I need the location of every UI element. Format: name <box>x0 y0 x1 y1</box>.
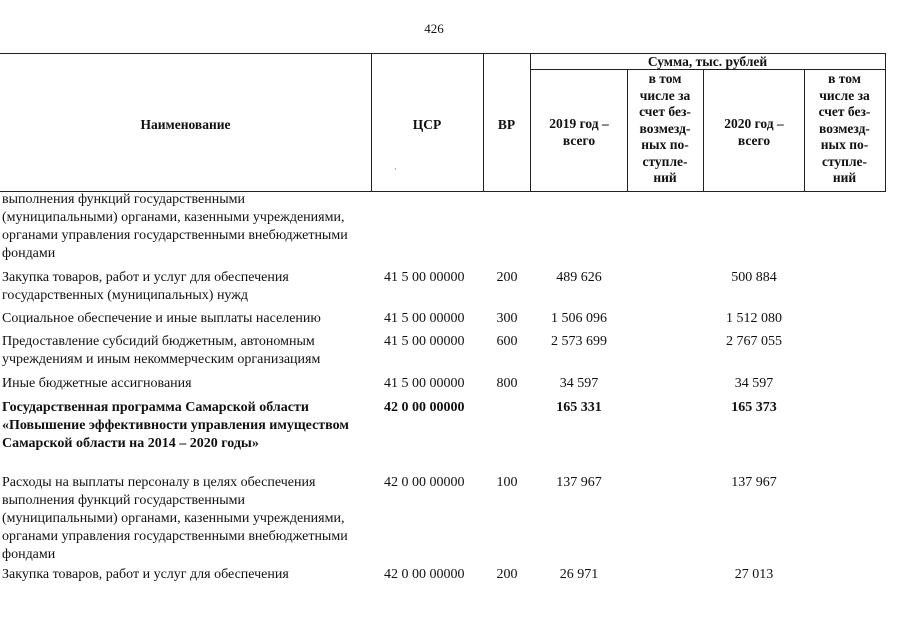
row-vr: 200 <box>496 270 518 285</box>
row-csr: 42 0 00 00000 <box>384 567 465 582</box>
row-2019-total: 2 573 699 <box>551 334 607 349</box>
header-2019-grants-line: ных по- <box>641 137 689 152</box>
header-2020-grants-line: счет без- <box>818 104 871 119</box>
row-csr: 42 0 00 00000 <box>384 400 465 415</box>
header-2019-grants-line: ний <box>653 170 677 185</box>
row-2020-total: 27 013 <box>734 567 774 582</box>
row-vr: 200 <box>496 567 518 582</box>
row-csr: 41 5 00 00000 <box>384 334 465 349</box>
header-2019-grants-line: числе за <box>639 87 691 103</box>
row-vr: 600 <box>496 334 518 349</box>
header-vr: ВР <box>497 117 516 132</box>
header-2020-total: 2020 год – всего <box>724 116 784 148</box>
row-csr: 41 5 00 00000 <box>384 376 465 391</box>
row-2019-total: 1 506 096 <box>551 311 607 326</box>
header-csr: ЦСР <box>412 117 442 132</box>
header-2020-grants-line: в том <box>828 71 861 86</box>
row-2019-total: 137 967 <box>556 475 602 490</box>
scan-mark: · <box>394 164 397 174</box>
page-number: 426 <box>424 21 444 36</box>
row-name: Государственная программа Самарской области «Повышение эффективности управления имуществом Самарской области на 2014 – 2020 годы» <box>2 400 349 451</box>
row-vr: 800 <box>496 376 518 391</box>
header-2020-grants-line: возмезд- <box>819 120 870 136</box>
row-vr: 100 <box>496 475 518 490</box>
row-2019-total: 34 597 <box>559 376 599 391</box>
header-2020-grants-line: ных по- <box>820 137 869 152</box>
row-name: Иные бюджетные ассигнования <box>2 376 192 391</box>
row-2020-total: 165 373 <box>731 400 777 415</box>
row-2020-total: 34 597 <box>734 376 774 391</box>
row-vr: 300 <box>496 311 518 326</box>
header-2019-grants-line: счет без- <box>639 104 691 119</box>
header-2020-grants-line: ний <box>832 170 857 185</box>
row-2020-total: 500 884 <box>731 270 777 285</box>
header-2020-grants-line: ступле- <box>821 153 868 169</box>
row-name: выполнения функций государственными (муниципальными) органами, казенными учреждениями, органами управления государственными внебюджетными фондами <box>2 192 348 261</box>
row-2020-total: 137 967 <box>731 475 777 490</box>
row-2019-total: 489 626 <box>556 270 602 285</box>
row-csr: 41 5 00 00000 <box>384 311 465 326</box>
header-2019-grants-line: ступле- <box>642 153 688 169</box>
header-2019-total: 2019 год – всего <box>549 116 609 148</box>
header-2019-grants-line: возмезд- <box>639 120 691 136</box>
row-2020-total: 1 512 080 <box>726 311 782 326</box>
row-name: Социальное обеспечение и иные выплаты населению <box>2 311 321 326</box>
header-2019-grants-line: в том <box>648 71 682 86</box>
header-2020-grants-line: числе за <box>819 87 870 103</box>
header-name: Наименование <box>140 117 231 132</box>
row-name: Закупка товаров, работ и услуг для обеспечения <box>2 567 289 582</box>
row-name: Предоставление субсидий бюджетным, автономным учреждениям и иным некоммерческим организациям <box>2 334 321 367</box>
row-name: Закупка товаров, работ и услуг для обеспечения государственных (муниципальных) нужд <box>2 270 289 303</box>
row-csr: 42 0 00 00000 <box>384 475 465 490</box>
header-sum-group: Сумма, тыс. рублей <box>647 54 768 69</box>
row-name: Расходы на выплаты персоналу в целях обеспечения выполнения функций государственными (муниципальными) органами, казенными учреждениями, органами управления государственными внебюджетными фондами <box>2 475 348 562</box>
row-2020-total: 2 767 055 <box>726 334 782 349</box>
row-csr: 41 5 00 00000 <box>384 270 465 285</box>
row-2019-total: 26 971 <box>559 567 599 582</box>
row-2019-total: 165 331 <box>556 400 602 415</box>
